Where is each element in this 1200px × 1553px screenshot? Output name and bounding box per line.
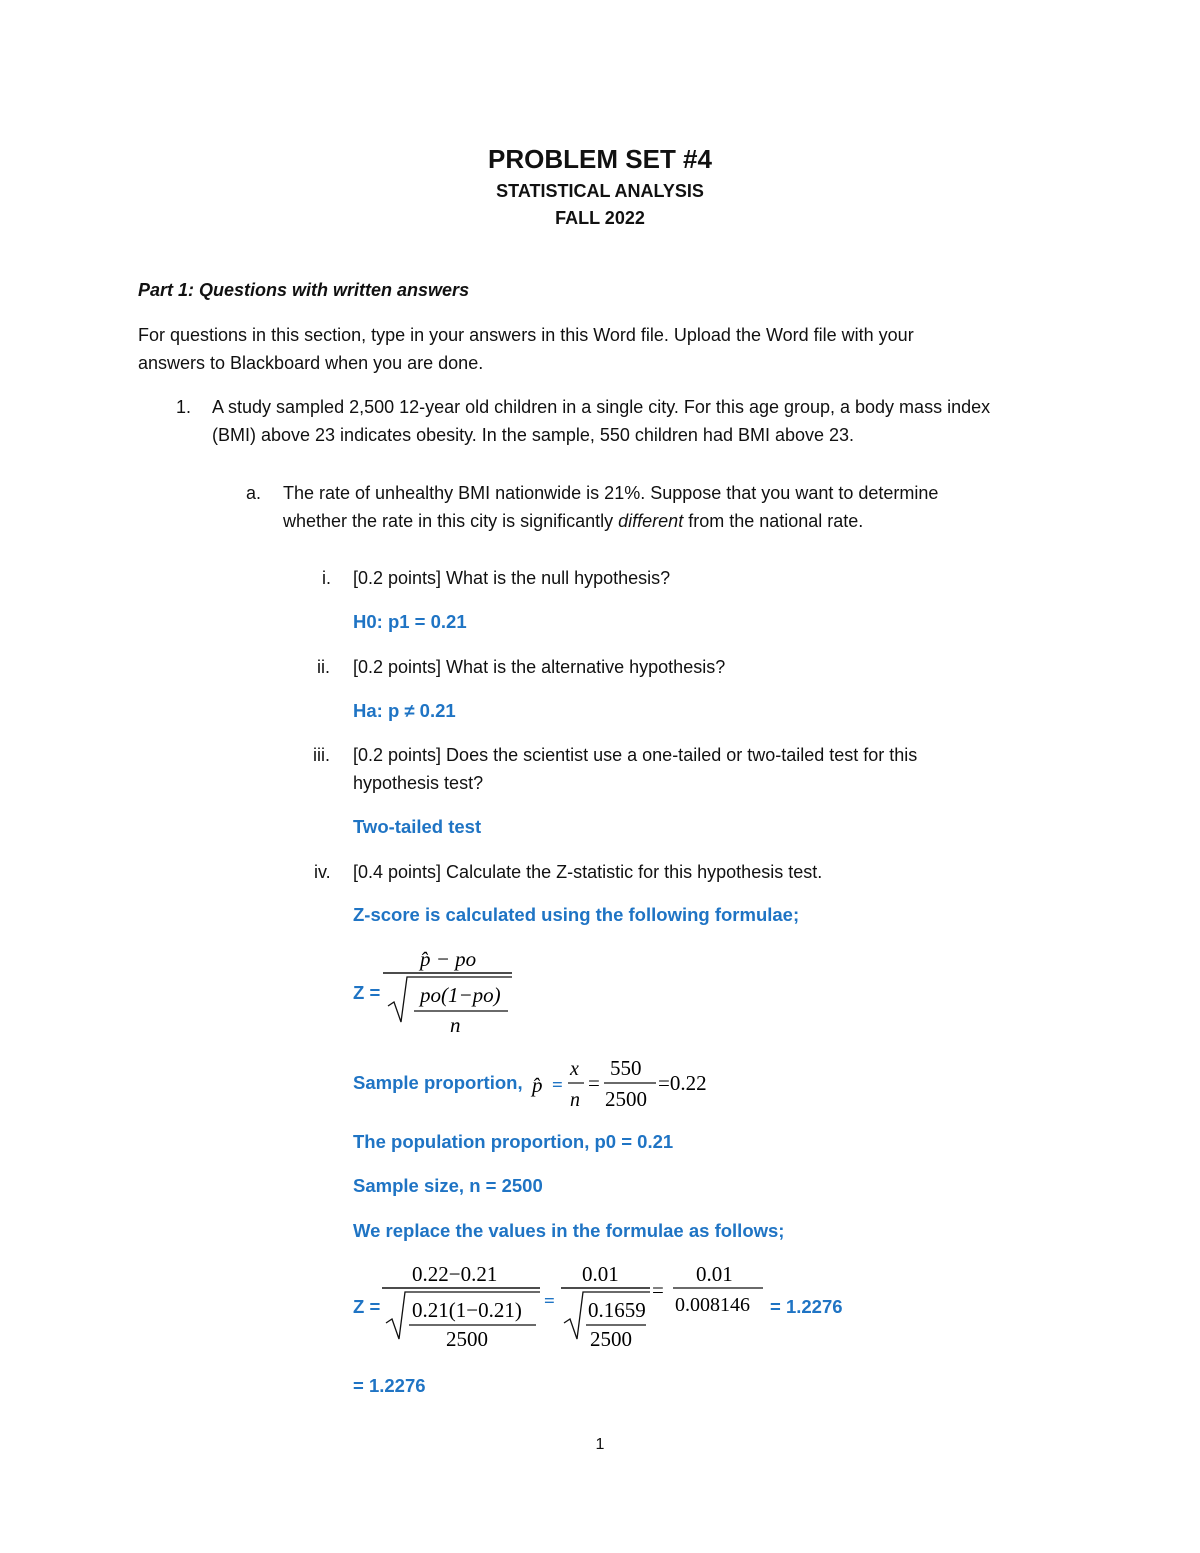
part-a-line-1: The rate of unhealthy BMI nationwide is 21%. Suppose that you want to determine [283, 483, 939, 503]
calc-numerator-3: 0.01 [696, 1262, 733, 1286]
formula-intro: Z-score is calculated using the following formulae; [353, 904, 800, 925]
sample-proportion-formula [528, 1050, 728, 1114]
intro-line-1: For questions in this section, type in your answers in this Word file. Upload the Word file with your [138, 325, 914, 345]
page-term: FALL 2022 [555, 208, 645, 228]
page-number: 1 [595, 1436, 605, 1453]
sample-prop-den: 2500 [605, 1087, 647, 1111]
sub-iii-number: iii. [313, 745, 330, 765]
calc-equals-1: = [544, 1291, 555, 1312]
sub-ii-number: ii. [317, 657, 330, 677]
page-subtitle: STATISTICAL ANALYSIS [496, 181, 704, 201]
question-1-line-2: (BMI) above 23 indicates obesity. In the sample, 550 children had BMI above 23. [212, 425, 855, 445]
sub-iii-answer: Two-tailed test [353, 816, 482, 837]
sub-iii-question-line-2: hypothesis test? [353, 773, 484, 793]
calc-z-label: Z = [353, 1296, 381, 1317]
formula-inner-denominator: n [450, 1013, 461, 1037]
formula-inner-numerator: po(1−po) [420, 983, 501, 1007]
calc-result: = 1.2276 [770, 1296, 843, 1317]
sample-prop-equals: = [552, 1075, 563, 1096]
calc-inner-denominator-2: 2500 [590, 1327, 632, 1351]
sample-prop-n: n [570, 1089, 580, 1111]
p-hat-symbol: p̂ [532, 1073, 543, 1097]
calc-numerator-2: 0.01 [582, 1262, 619, 1286]
calc-denominator-3: 0.008146 [675, 1294, 750, 1316]
sample-prop-x: x [570, 1058, 579, 1080]
sub-ii-question: [0.2 points] What is the alternative hypothesis? [353, 657, 726, 677]
sub-iv-question: [0.4 points] Calculate the Z-statistic for this hypothesis test. [353, 862, 823, 882]
sub-iv-number: iv. [314, 862, 331, 882]
calc-numerator-1: 0.22−0.21 [412, 1262, 498, 1286]
sub-i-number: i. [322, 568, 331, 588]
calc-equals-2: = [652, 1278, 664, 1302]
sample-prop-num: 550 [610, 1056, 642, 1080]
page-title: PROBLEM SET #4 [488, 144, 712, 174]
population-proportion: The population proportion, p0 = 0.21 [353, 1131, 674, 1152]
part-a-line-2: whether the rate in this city is significantly different from the national rate. [283, 511, 864, 531]
question-1-number: 1. [176, 397, 192, 417]
sub-iii-question-line-1: [0.2 points] Does the scientist use a one-tailed or two-tailed test for this [353, 745, 918, 765]
formula-z-label: Z = [353, 982, 381, 1003]
final-result: = 1.2276 [353, 1375, 426, 1396]
sub-i-question: [0.2 points] What is the null hypothesis? [353, 568, 671, 588]
replace-values-line: We replace the values in the formulae as follows; [353, 1220, 785, 1241]
sample-prop-equals-2: = [588, 1071, 600, 1095]
sample-prop-result: =0.22 [658, 1071, 707, 1095]
part-heading: Part 1: Questions with written answers [138, 280, 470, 300]
part-a-letter: a. [246, 483, 262, 503]
z-formula [380, 940, 530, 1040]
calc-inner-numerator-2: 0.1659 [588, 1298, 646, 1322]
formula-numerator: p̂ − po [420, 947, 477, 971]
sub-ii-answer: Ha: p ≠ 0.21 [353, 700, 456, 721]
intro-line-2: answers to Blackboard when you are done. [138, 353, 484, 373]
sample-proportion-label: Sample proportion, [353, 1072, 523, 1093]
question-1-line-1: A study sampled 2,500 12-year old children in a single city. For this age group, a body mass index [212, 397, 991, 417]
sub-i-answer: H0: p1 = 0.21 [353, 611, 467, 632]
sample-size: Sample size, n = 2500 [353, 1175, 543, 1196]
calc-inner-numerator-1: 0.21(1−0.21) [412, 1298, 522, 1322]
calc-inner-denominator-1: 2500 [446, 1327, 488, 1351]
